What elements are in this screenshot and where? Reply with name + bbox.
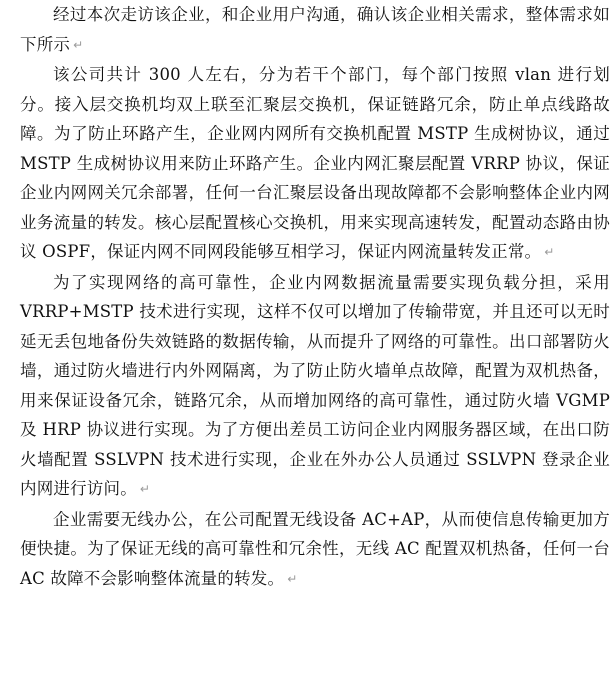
paragraph-reliability	[20, 268, 610, 505]
paragraph-mark-icon: ↵	[139, 482, 151, 496]
paragraph-mark-icon: ↵	[73, 37, 84, 52]
paragraph-network-overview	[20, 60, 610, 268]
paragraph-text: 经过本次走访该企业，和企业用户沟通，确认该企业相关需求，整体需求如下所示	[20, 5, 610, 54]
paragraph-text: 该公司共计 300 人左右，分为若干个部门，每个部门按照 vlan 进行划分。接入层交换机均双上联至汇聚层交换机，保证链路冗余，防止单点线路故障。为了防止环路产生，企业网内网所有交换机配置 MSTP 生成树协议，通过 MSTP 生成树协议用来防止环路产生。企业内网汇聚层配置 VRRP 协议，保证企业内网网关冗余部署，任何一台汇聚层设备出现故障都不会影响整体企业内网业务流量的转发。核心层配置核心交换机，用来实现高速转发，配置动态路由协议 OSPF，保证内网不同网段能够互相学习，保证内网流量转发正常。	[20, 65, 610, 261]
paragraph-text: 为了实现网络的高可靠性，企业内网数据流量需要实现负载分担，采用 VRRP+MSTP 技术进行实现，这样不仅可以增加了传输带宽，并且还可以无时延无丢包地备份失效链路的数据传输，从而提升了网络的可靠性。出口部署防火墙，通过防火墙进行内外网隔离，为了防止防火墙单点故障，配置为双机热备，用来保证设备冗余，链路冗余，从而增加网络的高可靠性，通过防火墙 VGMP 及 HRP 协议进行实现。为了方便出差员工访问企业内网服务器区域，在出口防火墙配置 SSLVPN 技术进行实现，企业在外办公人员通过 SSLVPN 登录企业内网进行访问。	[20, 272, 610, 498]
paragraph-mark-icon: ↵	[544, 245, 555, 259]
paragraph-text: 企业需要无线办公，在公司配置无线设备 AC+AP，从而使信息传输更加方便快捷。为了保证无线的高可靠性和冗余性，无线 AC 配置双机热备，任何一台 AC 故障不会影响整体流量的转发。	[20, 509, 610, 588]
paragraph-wireless	[20, 505, 610, 595]
paragraph-mark-icon: ↵	[287, 571, 298, 586]
paragraph-intro	[20, 0, 610, 60]
document-body	[20, 0, 610, 594]
